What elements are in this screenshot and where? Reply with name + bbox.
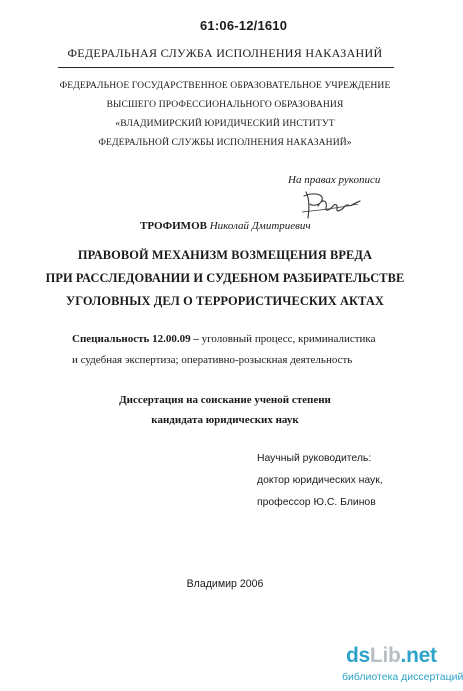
header-divider [58,67,394,68]
author-given-names: Николай Дмитриевич [209,220,311,232]
institution-line-4: ФЕДЕРАЛЬНОЙ СЛУЖБЫ ИСПОЛНЕНИЯ НАКАЗАНИЙ» [98,137,352,148]
logo-ds: ds [346,644,370,667]
logo-dot: . [400,644,407,667]
author-name [140,220,311,232]
handwritten-signature [300,188,362,222]
title-line-1: ПРАВОВОЙ МЕХАНИЗМ ВОЗМЕЩЕНИЯ ВРЕДА [77,248,373,262]
specialty-line-1 [72,333,375,345]
dissertation-line-2: кандидата юридических наук [151,414,299,426]
agency-heading: ФЕДЕРАЛЬНАЯ СЛУЖБА ИСПОЛНЕНИЯ НАКАЗАНИЙ [67,46,383,60]
manuscript-rights-note: На правах рукописи [288,174,381,186]
supervisor-label: Научный руководитель: [257,453,372,464]
city-year: Владимир 2006 [186,578,264,590]
supervisor-degree: доктор юридических наук, [257,475,383,486]
document-code: 61:06-12/1610 [200,18,288,33]
specialty-line-2: и судебная экспертиза; оперативно-розыскная деятельность [72,354,353,366]
logo-net: net [406,644,437,667]
institution-line-2: ВЫСШЕГО ПРОФЕССИОНАЛЬНОГО ОБРАЗОВАНИЯ [106,99,344,110]
specialty-name: уголовный процесс, криминалистика [198,333,376,345]
logo-lib: Lib [369,644,401,667]
institution-line-3: «ВЛАДИМИРСКИЙ ЮРИДИЧЕСКИЙ ИНСТИТУТ [115,118,335,129]
dissertation-line-1: Диссертация на соискание ученой степени [119,394,331,406]
author-surname: ТРОФИМОВ [140,220,207,232]
specialty-code: Специальность 12.00.09 – [72,333,199,345]
title-line-2: ПРИ РАССЛЕДОВАНИИ И СУДЕБНОМ РАЗБИРАТЕЛЬСТВЕ [45,271,405,285]
dslib-subtitle: библиотека диссертаций [342,671,463,683]
title-line-3: УГОЛОВНЫХ ДЕЛ О ТЕРРОРИСТИЧЕСКИХ АКТАХ [66,294,384,308]
supervisor-name: профессор Ю.С. Блинов [257,497,376,508]
dslib-logo[interactable] [346,645,437,666]
institution-line-1: ФЕДЕРАЛЬНОЕ ГОСУДАРСТВЕННОЕ ОБРАЗОВАТЕЛЬНОЕ УЧРЕЖДЕНИЕ [59,80,391,91]
